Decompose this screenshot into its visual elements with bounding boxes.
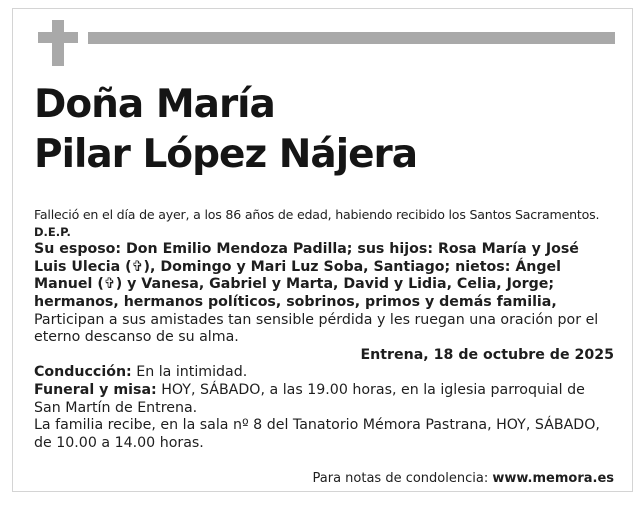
conduccion-text: En la intimidad. [131, 364, 248, 381]
latin-cross-icon [38, 20, 78, 66]
condolence-link[interactable]: www.memora.es [492, 471, 614, 486]
condolence-footer [313, 471, 615, 486]
funeral-label: Funeral y misa: [34, 381, 157, 398]
deceased-name-line2: Pilar López Nájera [34, 132, 418, 177]
place-date: Entrena, 18 de octubre de 2025 [360, 346, 614, 363]
funeral-line [34, 382, 614, 417]
family-text: Su esposo: Don Emilio Mendoza Padilla; sus hijos: Rosa María y José Luis Ulecia (✞), Domingo y Mari Luz Soba, Santiago; nietos: Ángel Manuel (✞) y Vanesa, Gabriel y Marta, David y Lidia, Celia, Jorge; hermanos, hermanos políticos, sobrinos, primos y demás familia, [34, 241, 579, 310]
deceased-name [34, 80, 417, 180]
conduccion-label: Conducción: [34, 364, 132, 381]
conduccion-line [34, 364, 614, 382]
request-text: Participan a sus amistades tan sensible pérdida y les ruegan una oración por el eterno descanso de su alma. [34, 311, 599, 346]
intro-text: Falleció en el día de ayer, a los 86 años de edad, habiendo recibido los Santos Sacramentos. [34, 207, 600, 222]
visitation-text: La familia recibe, en la sala nº 8 del Tanatorio Mémora Pastrana, HOY, SÁBADO, de 10.00 a 14.00 horas. [34, 417, 600, 451]
deceased-name-line1: Doña María [34, 82, 275, 127]
header-bar [88, 32, 615, 44]
dep-text: D.E.P. [34, 224, 71, 239]
funeral-text: HOY, SÁBADO, a las 19.00 horas, en la iglesia parroquial de San Martín de Entrena. [34, 381, 585, 416]
condolence-label: Para notas de condolencia: [312, 471, 493, 486]
notice-body [34, 206, 614, 452]
